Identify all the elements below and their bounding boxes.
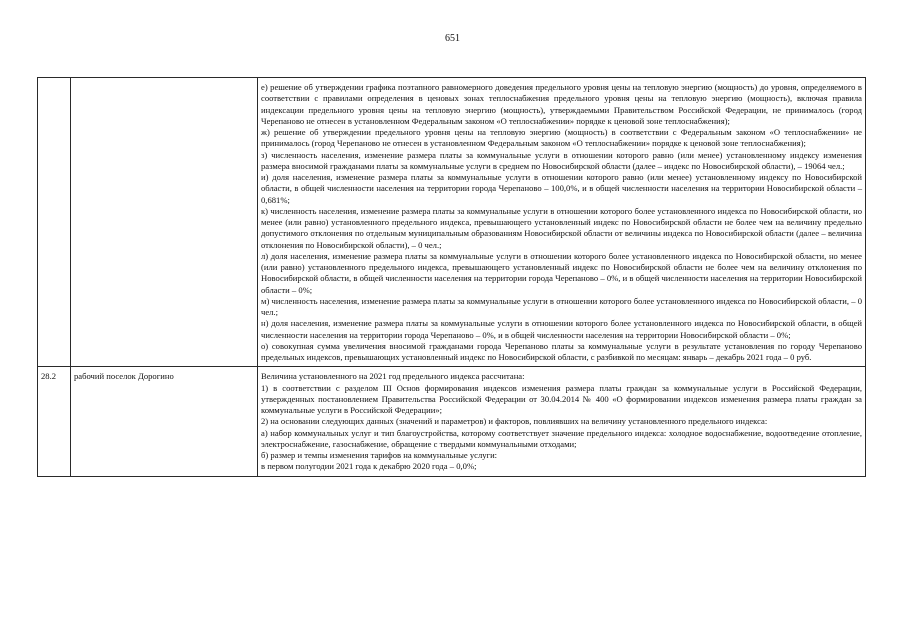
description-cell: [258, 367, 866, 476]
settlement-name-cell: рабочий поселок Дорогино: [71, 367, 258, 476]
paragraph-b: б) размер и темпы изменения тарифов на коммунальные услуги:: [261, 450, 498, 460]
row-number-cell: [38, 78, 71, 367]
settlement-name-cell: [71, 78, 258, 367]
table-row: [38, 78, 866, 367]
paragraph-intro: Величина установленного на 2021 год предельного индекса рассчитана:: [261, 371, 525, 382]
paragraph-zh: ж) решение об утверждении предельного уровня цены на тепловую энергию (мощность) в соответствии с Федеральным законом «О теплоснабжении» не принималось (город Черепаново не отнесен в установленном Федеральным законом «О теплоснабжении» порядке к ценовой зоне теплоснабжения);: [261, 127, 862, 149]
paragraph-a: а) набор коммунальных услуг и тип благоустройства, которому соответствует значение предельного индекса: холодное водоснабжение, водоотведение отопление, электроснабжение, газоснабжение, обращение с твердыми коммунальными отходами;: [261, 427, 862, 449]
paragraph-e: е) решение об утверждении графика поэтапного равномерного доведения предельного уровня цены на тепловую энергию (мощность) до уровня, определяемого в соответствии с правилами определения в ценовых зонах теплоснабжения предельного уровня цены на тепловую энергию (мощность), включая правила индексации предельного уровня цены на тепловую энергию (мощность), утверждаемыми Правительством Российской Федерации, не принималось (город Черепаново не отнесен в установленном Федеральным законом «О теплоснабжении» порядке к ценовой зоне теплоснабжения);: [261, 82, 862, 126]
paragraph-l: л) доля населения, изменение размера платы за коммунальные услуги в отношении которого более установленного индекса по Новосибирской области, но менее (или равно) установленного предельного индекса, превышающего установленный индекс по Новосибирской области не более чем на величину отклонения по Новосибирской области, в общей численности населения на территории города Черепаново – 0%, и в общей численности населения на территории Новосибирской области – 0%;: [261, 250, 862, 295]
description-cell: [258, 78, 866, 367]
paragraph-n: н) доля населения, изменение размера платы за коммунальные услуги в отношении которого более установленного индекса по Новосибирской области, в общей численности населения на территории города Черепаново – 0%, и в общей численности населения на территории Новосибирской области – 0%;: [261, 318, 862, 340]
row-number-cell: 28.2: [38, 367, 71, 476]
paragraph-2: 2) на основании следующих данных (значений и параметров) и факторов, повлиявших на величину установленного предельного индекса:: [261, 416, 768, 427]
paragraph-o: о) совокупная сумма увеличения вносимой гражданами города Черепаново платы за коммунальные услуги в результате установления по городу Черепаново предельных индексов, превышающих установленный индекс по Новосибирской области, с разбивкой по месяцам: январь – декабрь 2021 года – 0 руб.: [261, 340, 862, 362]
paragraph-1: 1) в соответствии с разделом III Основ формирования индексов изменения размера платы граждан за коммунальные услуги в Российской Федерации, утвержденных постановлением Правительства Российской Федерации от 30.04.2014 № 400 «О формировании индексов изменения размера платы граждан за коммунальные услуги в Российской Федерации»;: [261, 382, 862, 415]
paragraph-k: к) численность населения, изменение размера платы за коммунальные услуги в отношении которого более установленного индекса по Новосибирской области, но менее (или равно) установленного предельного индекса, превышающего установленный индекс по Новосибирской области не более чем на величину предельно допустимого отклонения по отдельным муниципальным образованиям Новосибирской области от величины индекса по Новосибирской области (далее – величина отклонения по Новосибирской области), – 0 чел.;: [261, 205, 862, 250]
document-table: [37, 77, 866, 477]
table-row: [38, 367, 866, 476]
paragraph-first-half: в первом полугодии 2021 года к декабрю 2020 года – 0,0%;: [261, 461, 477, 472]
paragraph-z: з) численность населения, изменение размера платы за коммунальные услуги в отношении которого равно (или менее) установленному индексу изменения размера вносимой гражданами платы за коммунальные услуги в среднем по Новосибирской области (далее – индекс по Новосибирской области), – 19064 чел.;: [261, 149, 862, 171]
paragraph-m: м) численность населения, изменение размера платы за коммунальные услуги в отношении которого более установленного индекса по Новосибирской области, – 0 чел.;: [261, 295, 862, 317]
page-number: 651: [445, 33, 460, 44]
paragraph-i: и) доля населения, изменение размера платы за коммунальные услуги в отношении которого равно (или менее) установленному индексу по Новосибирской области, в общей численности населения на территории города Черепаново – 100,0%, и в общей численности населения на территории Новосибирской области – 0,681%;: [261, 172, 862, 205]
